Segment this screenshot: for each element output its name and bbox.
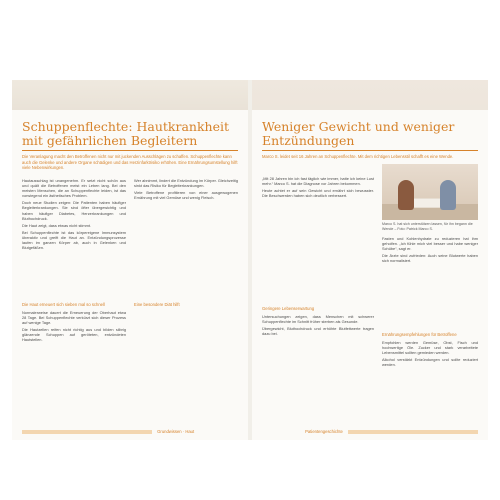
right-page-column-2 — [382, 236, 478, 328]
right-page-footer-text: Patientengeschichte — [305, 429, 343, 434]
right-page-column-2b-paragraph: Empfohlen werden Gemüse, Obst, Fisch und hochwertige Öle. Zucker und stark verarbeitete Lebensmittel sollten gemieden werden. — [382, 340, 478, 356]
left-page-column-1-paragraph: Hautausschlag ist unangenehm. Er setzt nicht schön aus und quält die Betroffenen meist ein Leben lang. Bei den meisten Menschen, die an Schuppenflechte leiden, ist das vorwiegend ein ästhetisches Problem. — [22, 178, 126, 199]
right-page-column-1 — [262, 176, 374, 304]
photo-person-left — [398, 180, 414, 210]
left-page-heading-rule — [22, 150, 238, 151]
right-page-column-2-paragraph: Fasten und Kohlenhydrate zu reduzieren hat ihm geholfen. „Ich fühle mich viel besser und habe weniger Schübe“, sagt er. — [382, 236, 478, 252]
left-page-column-1-paragraph: Doch neue Studien zeigen: Die Patienten haben häufiger Begleiterkrankungen. Sie sind öfter übergewichtig und haben häufiger Diabetes, Herzerkrankungen und Bluthochdruck. — [22, 200, 126, 221]
left-page-subhead-1: Die Haut erneuert sich sieben mal so schnell — [22, 302, 105, 307]
left-page-column-1-paragraph: Die Haut zeigt, dass etwas nicht stimmt. — [22, 222, 91, 228]
left-page — [12, 80, 248, 440]
left-page-column-2-paragraph: Viele Betroffene profitieren von einer ausgewogenen Ernährung mit viel Gemüse und wenig Fleisch. — [134, 190, 238, 201]
patient-photo — [382, 164, 478, 220]
right-page — [252, 80, 488, 440]
photo-person-right — [440, 180, 456, 210]
right-page-column-1-paragraph: „Mit 28 Jahren bin ich fast täglich wie immer, hatte ich keine Lust mehr.“ Marco S. hat die Diagnose vor Jahren bekommen. — [262, 176, 374, 187]
left-page-footer — [22, 428, 238, 436]
right-page-footer-bar — [348, 430, 478, 434]
left-page-intro: Die Veranlagung macht den Betroffenen nicht nur mit juckenden Ausschlägen zu schaffen. Schuppenflechte kann auch die Gelenke und andere Organe schädigen und das Herzinfarktrisiko erhöhen. Eine Ernährungsumstellung hilft viele Nebenwirkungen. — [22, 154, 238, 171]
right-page-footer — [262, 428, 478, 436]
right-page-header-band — [252, 80, 488, 110]
left-page-footer-text: Grundwissen · Haut — [157, 429, 195, 434]
left-page-header-band — [12, 80, 248, 110]
left-page-column-2 — [134, 178, 238, 298]
left-page-column-1 — [22, 178, 126, 298]
left-page-column-2-paragraph: Wer abnimmt, lindert die Entzündung im Körper. Gleichzeitig sinkt das Risiko für Begleiterkrankungen. — [134, 178, 238, 189]
right-page-column-2-paragraph: Die Ärzte sind zufrieden: Auch seine Blutwerte haben sich normalisiert. — [382, 253, 478, 264]
right-page-subhead-1: Geringere Lebenserwartung — [262, 306, 315, 311]
right-page-column-2b-paragraph: Alkohol verstärkt Entzündungen und sollte reduziert werden. — [382, 357, 478, 368]
right-page-column-1b-paragraph: Untersuchungen zeigen, dass Menschen mit schwerer Schuppenflechte im Schnitt früher sterben als Gesunde. — [262, 314, 374, 325]
right-page-column-1b — [262, 314, 374, 434]
left-page-column-1b — [22, 310, 126, 430]
left-page-column-1b-paragraph: Die Hautzellen reifen nicht richtig aus und bilden silbrig glänzende Schuppen auf geröteten, entzündeten Hautstellen. — [22, 327, 126, 343]
right-page-column-1-paragraph: Heute achtet er auf sein Gewicht und ernährt sich bewusster. Die Beschwerden haben sich deutlich verbessert. — [262, 188, 374, 199]
right-page-intro: Marco S. leidet seit 16 Jahren an Schuppenflechte. Mit dem richtigen Lebensstil schafft es eine Wende. — [262, 154, 454, 159]
right-page-column-1b-paragraph: Übergewicht, Bluthochdruck und erhöhte Blutfettwerte tragen dazu bei. — [262, 326, 374, 337]
right-page-column-2b — [382, 340, 478, 432]
patient-photo-caption: Marco S. hat sich unterstützen lassen, für ihn begann die Wende – Foto: Patrick Marco S. — [382, 222, 473, 231]
right-page-subhead-2: Ernährungsempfehlungen für Betroffene — [382, 332, 457, 337]
right-page-heading: Weniger Gewicht und weniger Entzündungen — [262, 119, 455, 148]
left-page-heading: Schuppenflechte: Hautkrankheit mit gefährlichen Begleitern — [22, 119, 230, 148]
left-page-footer-bar — [22, 430, 152, 434]
left-page-column-1-paragraph: Bei Schuppenflechte ist das körpereigene Immunsystem überaktiv und greift die Haut an. Entzündungsprozesse laufen im ganzen Körper ab, auch in Gelenken und Blutgefäßen. — [22, 229, 126, 251]
left-page-column-1b-paragraph: Normalerweise dauert die Erneuerung der Oberhaut etwa 28 Tage. Bei Schuppenflechte verkürzt sich dieser Prozess auf wenige Tage. — [22, 310, 126, 326]
left-page-subhead-2: Eine besondere Diät hilft — [134, 302, 180, 307]
right-page-heading-rule — [262, 150, 478, 151]
